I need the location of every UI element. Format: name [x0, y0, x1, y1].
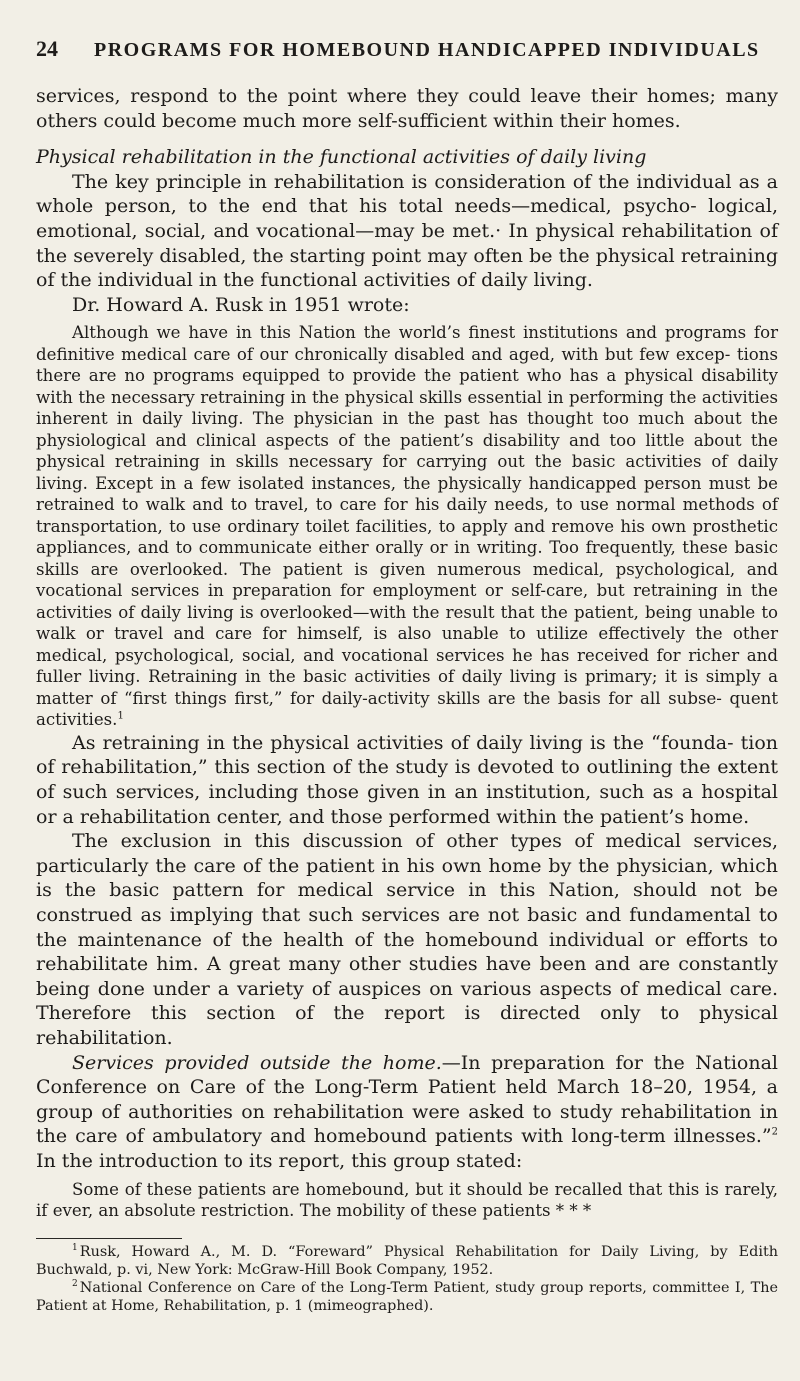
footnote-1-number: 1 [72, 1242, 78, 1253]
document-page [36, 36, 778, 1315]
page-number: 24 [36, 36, 58, 61]
footnote-1-text: Rusk, Howard A., M. D. “Foreward” Physical Rehabilitation for Daily Living, by Edith Buchwald, p. vi, New York: McGraw-Hill Book Company, 1952. [36, 1243, 778, 1278]
footnote-2-text: National Conference on Care of the Long-Term Patient, study group reports, committee I, The Patient at Home, Rehabilitation, p. 1 (mimeographed). [36, 1279, 778, 1314]
footnote-2 [36, 1279, 778, 1315]
paragraph-services [36, 1051, 778, 1174]
paragraph-continuation: services, respond to the point where they could leave their homes; many others could become much more self-sufficient within their homes. [36, 85, 778, 132]
running-title: PROGRAMS FOR HOMEBOUND HANDICAPPED INDIVIDUALS [94, 39, 760, 61]
services-lead: Services provided outside the home. [72, 1051, 442, 1074]
quote-rusk-paragraph [36, 322, 778, 731]
quote-conference-text: Some of these patients are homebound, but it should be recalled that this is rarely, if ever, an absolute restriction. The mobility of these patients * * * [36, 1179, 778, 1221]
block-quote-conference [36, 1179, 778, 1222]
body-text [36, 84, 778, 1222]
services-tail: In the introduction to its report, this group stated: [36, 1149, 523, 1172]
paragraph-rusk-intro: Dr. Howard A. Rusk in 1951 wrote: [72, 293, 410, 316]
footnote-ref-1: 1 [117, 710, 124, 722]
footnote-1 [36, 1243, 778, 1279]
services-text: —In preparation for the National Conference on Care of the Long-Term Patient held March 18–20, 1954, a group of authorities on rehabilitation were asked to study rehabilitation in the care of ambulatory and homebound patients with long-term illnesses.” [36, 1051, 778, 1148]
section-heading: Physical rehabilitation in the functional activities of daily living [36, 146, 647, 169]
quote-rusk-text: Although we have in this Nation the world’s finest institutions and programs for definitive medical care of our chronically disabled and aged, with but few excep- tions there are no programs equipped to provide the patient who has a physical disability with the necessary retraining in the physical skills essential in performing the activities inherent in daily living. The physician in the past has thought too much about the physiological and clinical aspects of the patient’s disability and too little about the physical retraining in skills necessary for carrying out the basic activities of daily living. Except in a few isolated instances, the physically handicapped person must be retrained to walk and to travel, to care for his daily needs, to use normal methods of transportation, to use ordinary toilet facilities, to apply and remove his own prosthetic appliances, and to communicate either orally or in writing. Too frequently, these basic skills are overlooked. The patient is given numerous medical, psychological, and vocational services in preparation for employment or self-care, but retraining in the activities of daily living is overlooked—with the result that the patient, being unable to walk or travel and care for himself, is also unable to utilize effectively the other medical, psychological, social, and vocational services he has received for richer and fuller living. Retraining in the basic activities of daily living is primary; it is simply a matter of “first things first,” for daily-activity skills are the basis for all subse- quent activities. [36, 323, 778, 730]
footnote-ref-2: 2 [771, 1127, 778, 1139]
block-quote-rusk [36, 322, 778, 731]
paragraph-key-principle: The key principle in rehabilitation is consideration of the individual as a whole person, to the end that his total needs—medical, psycho- logical, emotional, social, and vocational—may be met.· In physical rehabilitation of the severely disabled, the starting point may often be the physical retraining of the individual in the functional activities of daily living. [36, 170, 778, 292]
footnotes [36, 1243, 778, 1315]
paragraph-foundation: As retraining in the physical activities of daily living is the “founda- tion of rehabilitation,” this section of the study is devoted to outlining the extent of such services, including those given in an institution, such as a hospital or a rehabilitation center, and those performed within the patient’s home. [36, 731, 778, 828]
footnote-divider [36, 1238, 182, 1239]
paragraph-exclusion: The exclusion in this discussion of other types of medical services, particularly the care of the patient in his own home by the physician, which is the basic pattern for medical service in this Nation, should not be construed as implying that such services are not basic and fundamental to the maintenance of the health of the homebound individual or efforts to rehabilitate him. A great many other studies have been and are constantly being done under a variety of auspices on various aspects of medical care. Therefore this section of the report is directed only to physical rehabilitation. [36, 830, 778, 1049]
footnote-2-number: 2 [72, 1278, 78, 1289]
page-header [36, 36, 778, 62]
